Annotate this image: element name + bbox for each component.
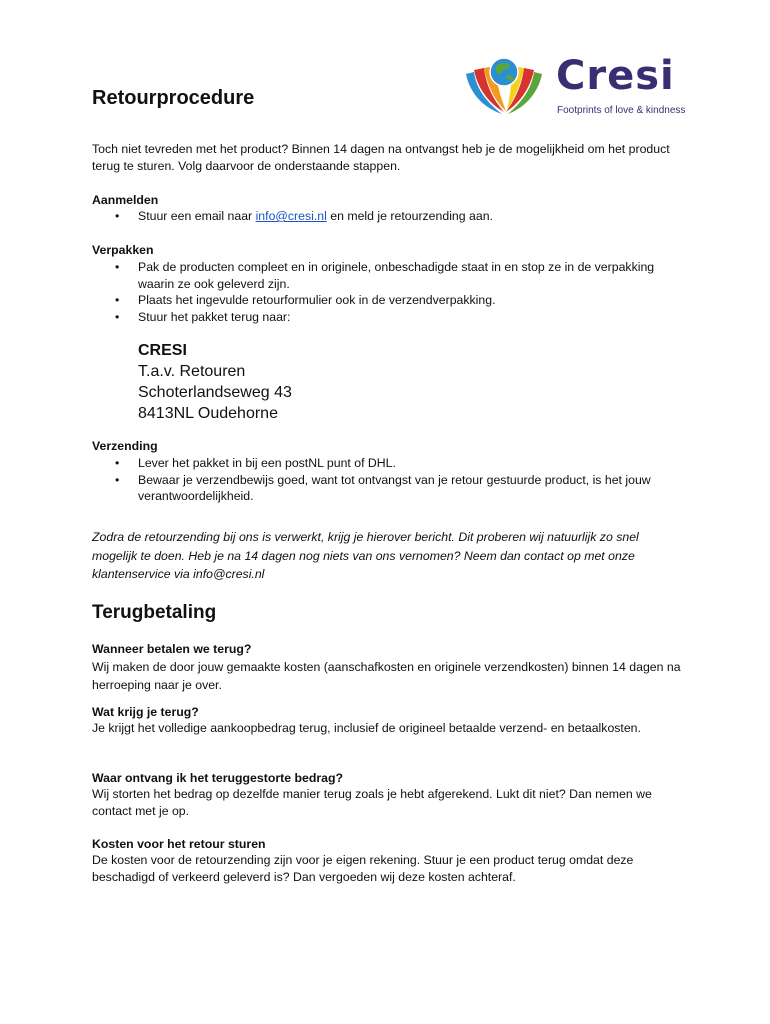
refund-what-text: Je krijgt het volledige aankoopbedrag terug, inclusief de origineel betaalde verzend- en betaalkosten. bbox=[92, 721, 641, 735]
list-item: • Lever het pakket in bij een postNL punt of DHL. bbox=[92, 455, 682, 472]
cresi-logo bbox=[462, 53, 686, 124]
address-city: 8413NL Oudehorne bbox=[138, 405, 278, 422]
verzending-heading: Verzending bbox=[92, 439, 158, 453]
return-costs-heading: Kosten voor het retour sturen bbox=[92, 837, 266, 851]
refund-when-text: Wij maken de door jouw gemaakte kosten (aanschafkosten en originele verzendkosten) binnen 14 dagen na herroeping naar je over. bbox=[92, 660, 681, 692]
verpakken-list bbox=[92, 259, 682, 325]
address-street: Schoterlandseweg 43 bbox=[138, 384, 292, 401]
logo-wordmark: Cresi bbox=[556, 53, 675, 99]
return-costs-text: De kosten voor de retourzending zijn voor je eigen rekening. Stuur je een product terug omdat deze beschadigd of verkeerd geleverd is? Dan vergoeden wij deze kosten achteraf. bbox=[92, 853, 634, 884]
verzending-list bbox=[92, 455, 682, 505]
processing-note: Zodra de retourzending bij ons is verwerkt, krijg je hierover bericht. Dit proberen wij natuurlijk zo snel mogelijk te doen. Heb je na 14 dagen nog niets van ons vernomen? Neem dan contact op met onze klantenservice via info@cresi.nl bbox=[92, 530, 639, 581]
refund-what-heading: Wat krijg je terug? bbox=[92, 705, 199, 719]
list-item: • Pak de producten compleet en in originele, onbeschadigde staat in en stop ze in de verpakking waarin ze ook geleverd zijn. bbox=[92, 259, 682, 292]
aanmelden-list bbox=[92, 208, 682, 225]
list-item bbox=[92, 208, 682, 225]
address-attn: T.a.v. Retouren bbox=[138, 363, 246, 380]
address-name: CRESI bbox=[138, 342, 187, 359]
refund-where-heading: Waar ontvang ik het teruggestorte bedrag? bbox=[92, 771, 343, 785]
aanmelden-suffix: en meld je retourzending aan. bbox=[326, 209, 493, 223]
logo-tagline: Footprints of love & kindness bbox=[557, 105, 686, 116]
list-item: • Bewaar je verzendbewijs goed, want tot ontvangst van je retour gestuurde product, is het jouw verantwoordelijkheid. bbox=[92, 472, 682, 505]
email-link[interactable]: info@cresi.nl bbox=[255, 209, 327, 223]
verpakken-heading: Verpakken bbox=[92, 243, 154, 257]
aanmelden-prefix: Stuur een email naar bbox=[138, 209, 256, 223]
return-address bbox=[138, 340, 292, 424]
refund-where-text: Wij storten het bedrag op dezelfde manier terug zoals je hebt afgerekend. Lukt dit niet? Dan nemen we contact met je op. bbox=[92, 787, 652, 818]
cresi-emblem-icon bbox=[462, 54, 554, 118]
list-item: • Stuur het pakket terug naar: bbox=[92, 309, 682, 326]
intro-text: Toch niet tevreden met het product? Binnen 14 dagen na ontvangst heb je de mogelijkheid om het product terug te sturen. Volg daarvoor de onderstaande stappen. bbox=[92, 142, 670, 173]
list-item: • Plaats het ingevulde retourformulier ook in de verzendverpakking. bbox=[92, 292, 682, 309]
aanmelden-heading: Aanmelden bbox=[92, 193, 159, 207]
page-title: Retourprocedure bbox=[92, 87, 255, 109]
refund-title: Terugbetaling bbox=[92, 602, 217, 623]
refund-when-heading: Wanneer betalen we terug? bbox=[92, 642, 252, 656]
